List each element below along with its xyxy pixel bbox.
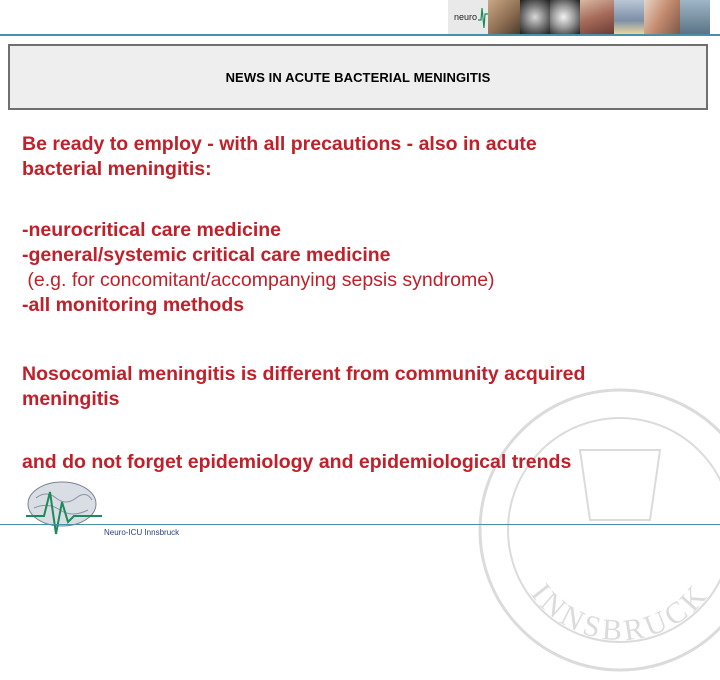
seal-text: INNSBRUCK [524, 576, 716, 648]
intro-paragraph [22, 132, 537, 182]
header-rule [0, 34, 720, 36]
footer-rule [0, 524, 720, 525]
nosocomial-paragraph [22, 362, 585, 412]
header-image-strip [448, 0, 720, 34]
brain-photo-thumbnail [488, 0, 520, 34]
svg-text:INNSBRUCK [525, 577, 716, 648]
slide-title: NEWS IN ACUTE BACTERIAL MENINGITIS [225, 69, 491, 85]
measures-list [22, 218, 495, 318]
brain-logo-icon [22, 472, 104, 540]
neuro-logo [448, 0, 488, 34]
intro-line-1: Be ready to employ - with all precautions - also in acute [22, 133, 537, 155]
icu-photo-thumbnail [680, 0, 710, 34]
logo-text: neuro [454, 12, 478, 22]
epidemiology-paragraph [22, 450, 571, 475]
university-seal-watermark [470, 380, 720, 680]
list-item: -neurocritical care medicine [22, 219, 282, 241]
patient-photo-thumbnail [644, 0, 680, 34]
intro-line-2: bacterial meningitis: [22, 158, 212, 180]
list-item: -all monitoring methods [22, 294, 245, 316]
slide-title-box [8, 44, 708, 110]
list-item: -general/systemic critical care medicine [22, 244, 391, 266]
logo-wave-icon [478, 0, 488, 34]
brain-scan-thumbnail [520, 0, 550, 34]
list-item-note: (e.g. for concomitant/accompanying sepsis syndrome) [22, 269, 495, 291]
nosocomial-line-1: Nosocomial meningitis is different from community acquired [22, 363, 586, 385]
ct-scan-thumbnail [550, 0, 580, 34]
footer-label: Neuro-ICU Innsbruck [104, 528, 180, 537]
epidemiology-line: and do not forget epidemiology and epidemiological trends [22, 451, 572, 473]
nosocomial-line-2: meningitis [22, 388, 120, 410]
surgery-photo-thumbnail [580, 0, 614, 34]
monitor-photo-thumbnail [614, 0, 644, 34]
